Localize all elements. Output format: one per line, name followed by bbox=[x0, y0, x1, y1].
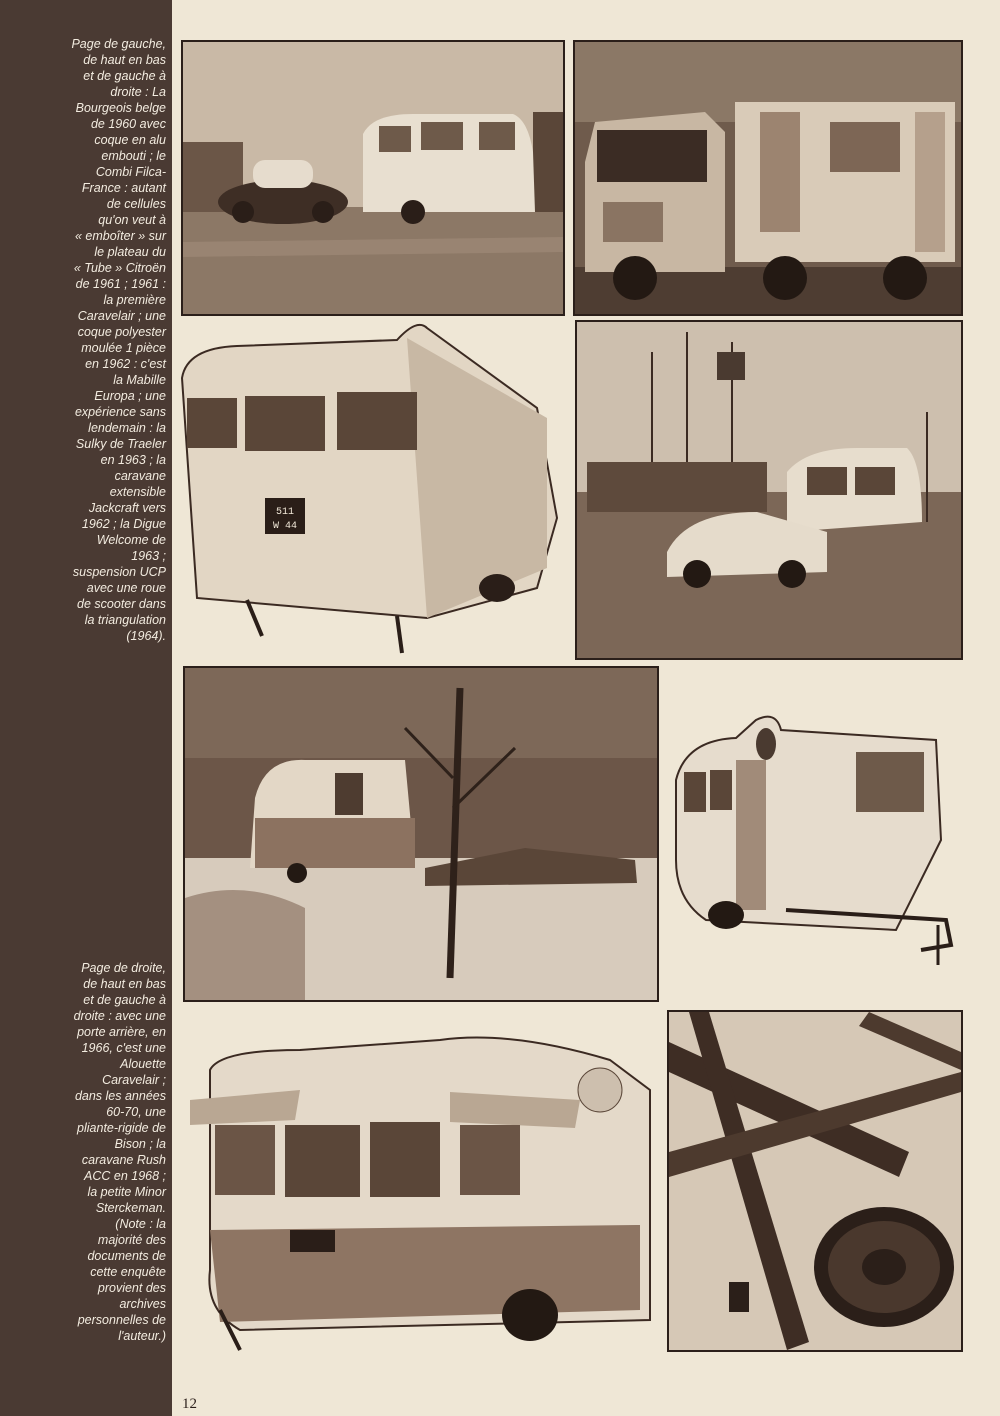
photo-sulky-traeler-1963 bbox=[183, 666, 659, 1002]
license-plate-line-2: W 44 bbox=[272, 521, 298, 532]
photo-combi-filca-france-1961 bbox=[573, 40, 963, 316]
page-number: 12 bbox=[182, 1396, 197, 1412]
caption-left-page: Page de gauche, de haut en bas et de gauche à droite : La Bourgeois belge de 1960 avec coque en alu embouti ; le Combi Filca- France : autant de cellules qu'on veut à « emboîter » sur le plateau du « Tube » Citroën de 1961 ; 1961 : la première Caravelair ; une coque polyester moulée 1 pièce en 1962 : c'est la Mabille Europa ; une expérience sans lendemain : la Sulky de Traeler en 1963 ; la caravane extensible Jackcraft vers 1962 ; la Digue Welcome de 1963 ; suspension UCP avec une roue de scooter dans la triangulation (1964). bbox=[71, 37, 166, 643]
photo-suspension-ucp-1964 bbox=[667, 1010, 963, 1352]
license-plate-line-1: 511 bbox=[275, 507, 295, 518]
caption-right-page: Page de droite, de haut en bas et de gauche à droite : avec une porte arrière, en 1966, c'est une Alouette Caravelair ; dans les années 60-70, une pliante-rigide de Bison ; la caravane Rush ACC en 1968 ; la petite Minor Sterckeman. (Note : la majorité des documents de cette enquête provient des archives personnelles de l'auteur.) bbox=[73, 961, 166, 1343]
photo-mabille-europa-1962 bbox=[575, 320, 963, 660]
photo-bourgeois-belge-1960 bbox=[181, 40, 565, 316]
photo-premiere-caravelair-1961 bbox=[177, 318, 567, 658]
photo-jackcraft-extensible-1962 bbox=[666, 700, 966, 972]
photo-digue-welcome-1963 bbox=[180, 1030, 658, 1360]
